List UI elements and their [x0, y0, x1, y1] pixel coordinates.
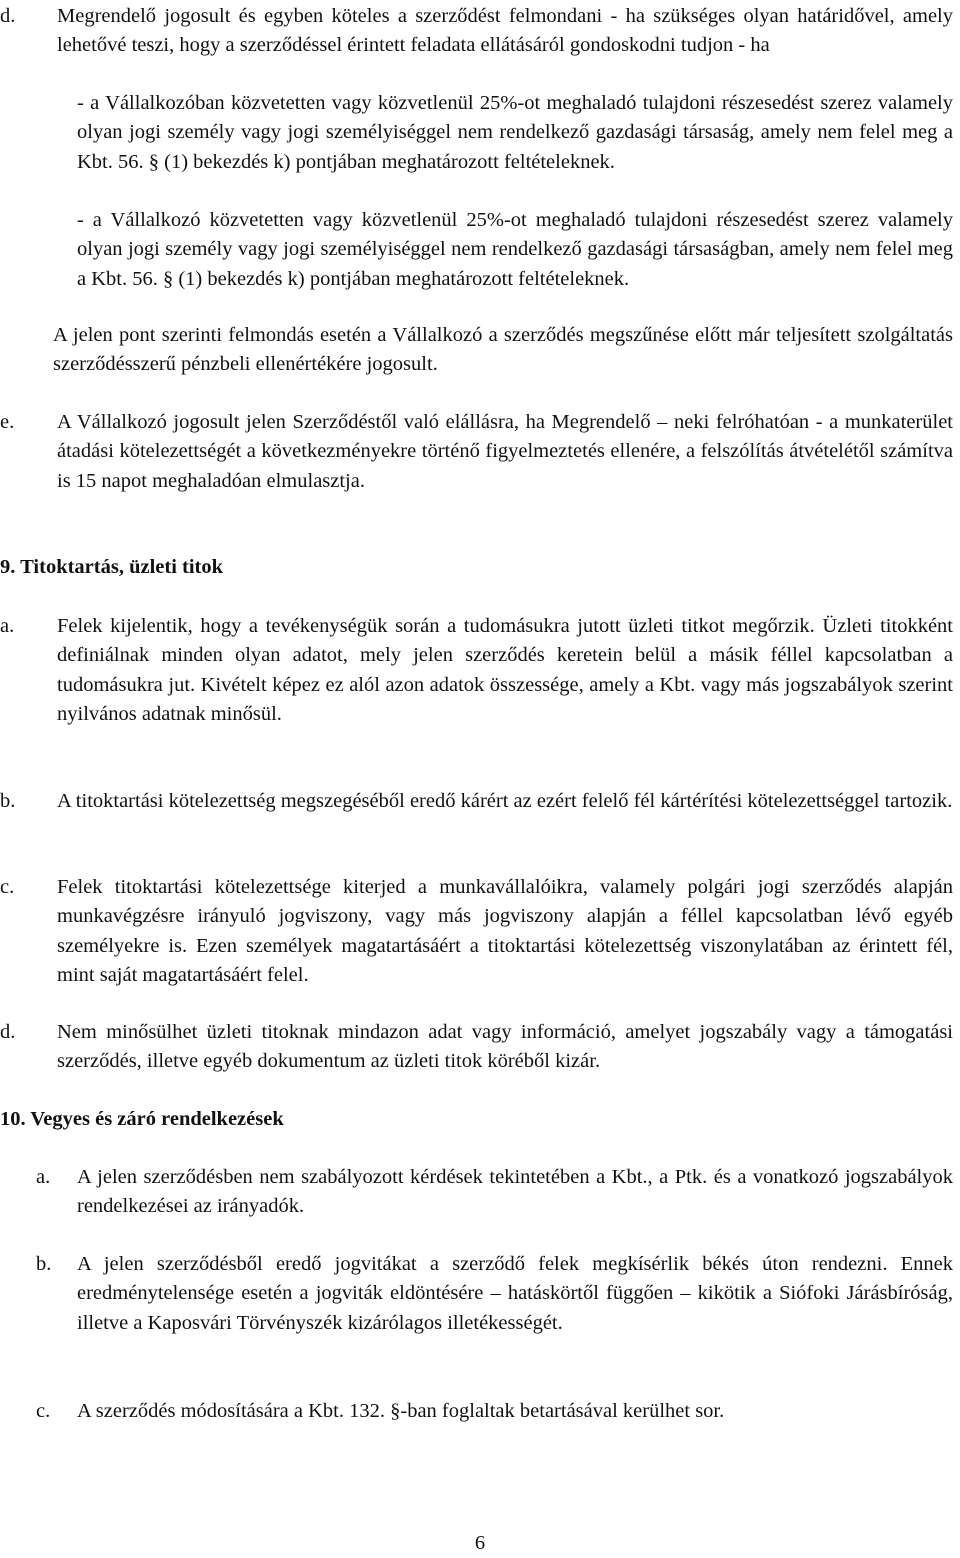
section-9-item-a-text: Felek kijelentik, hogy a tevékenységük során a tudomásukra jutott üzleti titkot megőrzik. Üzleti titokként definiálnak minden olyan adatot, mely jelen szerződés keretein belül a másik féllel kapcsolatban a tudomásukra jut. Kivételt képez ez alól azon adatok összessége, amely a Kbt. vagy más jogszabályok szerint nyilvános adatnak minősül. [57, 615, 953, 725]
section-d-bullet-1: - a Vállalkozóban közvetetten vagy közvetlenül 25%-ot meghaladó tulajdoni részesedést szerez valamely olyan jogi személy vagy jogi személyiséggel nem rendelkező gazdasági társaság, amely nem felel meg a Kbt. 56. § (1) bekezdés k) pontjában meghatározott feltételeknek. [77, 92, 953, 173]
section-9-item-c-text: Felek titoktartási kötelezettsége kiterjed a munkavállalóikra, valamely polgári jogi szerződés alapján munkavégzésre irányuló jogviszony, vagy más jogviszony alapján a féllel kapcsolatban lévő egyéb személyekre is. Ezen személyek magatartásáért a titoktartási kötelezettség viszonylatában az érintett fél, mint saját magatartásáért felel. [57, 876, 953, 986]
page-number: 6 [474, 1532, 486, 1554]
section-e-text: A Vállalkozó jogosult jelen Szerződéstől való elállásra, ha Megrendelő – neki felróhatóan - a munkaterület átadási kötelezettségét a következményekre történő figyelmeztetés ellenére, a felszólítás átvételétől számítva is 15 napot meghaladóan elmulasztja. [57, 411, 953, 492]
section-10-item-a-label: a. [36, 1166, 51, 1188]
section-10-item-b-text: A jelen szerződésből eredő jogvitákat a szerződő felek megkísérlik békés úton rendezni. Ennek eredménytelensége esetén a jogviták eldöntésére – hatáskörtől függően – kikötik a Siófoki Járásbíróság, illetve a Kaposvári Törvényszék kizárólagos illetékességét. [77, 1253, 953, 1334]
section-d-text: Megrendelő jogosult és egyben köteles a szerződést felmondani - ha szükséges olyan határidővel, amely lehetővé teszi, hogy a szerződéssel érintett feladata ellátásáról gondoskodni tudjon - ha [57, 5, 953, 57]
section-10-heading: 10. Vegyes és záró rendelkezések [0, 1108, 284, 1130]
section-d-bullet-2: - a Vállalkozó közvetetten vagy közvetlenül 25%-ot meghaladó tulajdoni részesedést szerez valamely olyan jogi személy vagy jogi személyiséggel nem rendelkező gazdasági társaságban, amely nem felel meg a Kbt. 56. § (1) bekezdés k) pontjában meghatározott feltételeknek. [77, 209, 953, 290]
section-10-item-c-label: c. [36, 1400, 51, 1422]
section-9-item-d-text: Nem minősülhet üzleti titoknak mindazon adat vagy információ, amelyet jogszabály vagy a támogatási szerződés, illetve egyéb dokumentum az üzleti titok köréből kizár. [57, 1021, 953, 1073]
section-9-item-b-label: b. [0, 790, 16, 812]
section-9-item-c-label: c. [0, 876, 15, 898]
section-10-item-b-label: b. [36, 1253, 52, 1275]
section-9-item-b-text: A titoktartási kötelezettség megszegéséből eredő kárért az ezért felelő fél kártérítési kötelezettséggel tartozik. [57, 790, 953, 812]
section-10-item-c-text: A szerződés módosítására a Kbt. 132. §-ban foglaltak betartásával kerülhet sor. [77, 1400, 725, 1422]
section-e-label: e. [0, 411, 15, 433]
section-d-label: d. [0, 5, 16, 27]
section-9-item-a-label: a. [0, 615, 15, 637]
section-9-item-d-label: d. [0, 1021, 16, 1043]
section-9-heading: 9. Titoktartás, üzleti titok [0, 556, 224, 578]
section-d-closing: A jelen pont szerinti felmondás esetén a Vállalkozó a szerződés megszűnése előtt már teljesített szolgáltatás szerződésszerű pénzbeli ellenértékére jogosult. [53, 324, 953, 376]
section-10-item-a-text: A jelen szerződésben nem szabályozott kérdések tekintetében a Kbt., a Ptk. és a vonatkozó jogszabályok rendelkezései az irányadók. [77, 1166, 953, 1218]
